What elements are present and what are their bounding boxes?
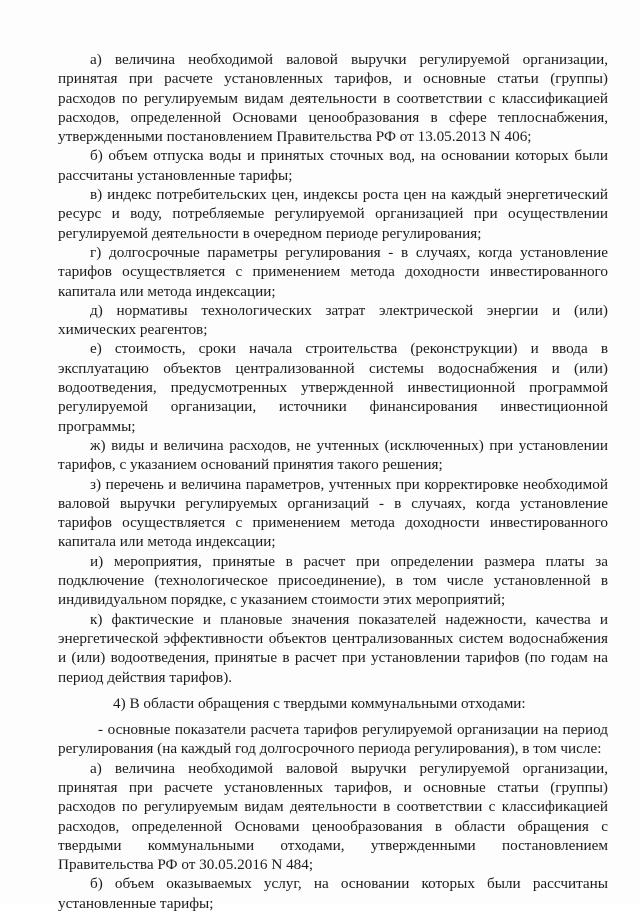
paragraph-b: б) объем отпуска воды и принятых сточных вод, на основании которых были рассчитаны установленные тарифы; xyxy=(58,147,608,184)
paragraph-v: в) индекс потребительских цен, индексы роста цен на каждый энергетический ресурс и воду, потребляемые регулируемой организацией при осуществлении регулируемой деятельности в очередном периоде регулирования; xyxy=(58,186,608,242)
section-paragraph-a: а) величина необходимой валовой выручки регулируемой организации, принятая при расчете установленных тарифов, и основные статьи (группы) расходов по регулируемым видам деятельности в соответствии с классификацией расходов, определенной Основами ценообразования в области обращения с твердыми коммунальными отходами, утвержденными постановлением Правительства РФ от 30.05.2016 N 484; xyxy=(58,759,608,874)
paragraph-e: е) стоимость, сроки начала строительства (реконструкции) и ввода в эксплуатацию объектов централизованной системы водоснабжения и (или) водоотведения, предусмотренных утвержденной инвестиционной программой регулируемой организации, источники финансирования инвестиционной программы; xyxy=(58,340,608,435)
paragraph-zh: ж) виды и величина расходов, не учтенных (исключенных) при установлении тарифов, с указанием оснований принятия такого решения; xyxy=(58,436,608,474)
paragraph-k: к) фактические и плановые значения показателей надежности, качества и энергетической эффективности объектов централизованных систем водоснабжения и (или) водоотведения, принятые в расчет при установлении тарифов (по годам на период действия тарифов). xyxy=(58,610,608,686)
section-paragraph-b: б) объем оказываемых услуг, на основании которых были рассчитаны установленные тарифы; xyxy=(58,875,608,912)
section-intro: - основные показатели расчета тарифов регулируемой организации на период регулирования (на каждый год долгосрочного периода регулирования), в том числе: xyxy=(58,721,608,758)
paragraph-a: а) величина необходимой валовой выручки регулируемой организации, принятая при расчете установленных тарифов, и основные статьи (группы) расходов по регулируемым видам деятельности в соответствии с классификацией расходов, определенной Основами ценообразования в сфере теплоснабжения, утвержденными постановлением Правительства РФ от 13.05.2013 N 406; xyxy=(58,51,608,146)
section-heading: 4) В области обращения с твердыми коммунальными отходами: xyxy=(113,694,526,712)
paragraph-i: и) мероприятия, принятые в расчет при определении размера платы за подключение (технологическое присоединение), в том числе установленной в индивидуальном порядке, с указанием стоимости этих мероприятий; xyxy=(58,552,608,609)
paragraph-d: д) нормативы технологических затрат электрической энергии и (или) химических реагентов; xyxy=(58,301,608,339)
paragraph-z: з) перечень и величина параметров, учтенных при корректировке необходимой валовой выручки регулируемых организаций - в случаях, когда установление тарифов осуществляется с применением метода доходности инвестированного капитала или метода индексации; xyxy=(58,475,608,551)
paragraph-g: г) долгосрочные параметры регулирования - в случаях, когда установление тарифов осуществляется с применением метода доходности инвестированного капитала или метода индексации; xyxy=(58,243,608,300)
